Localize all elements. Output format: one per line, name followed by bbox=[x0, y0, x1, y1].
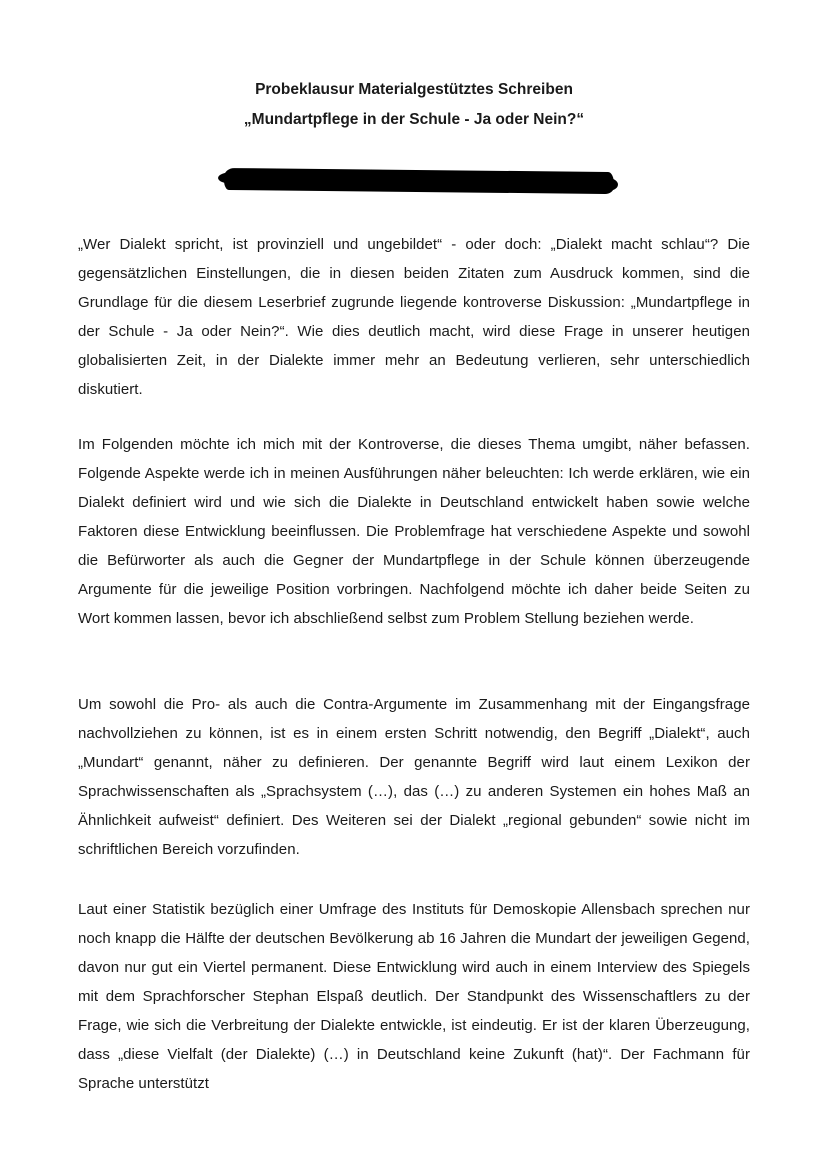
document-subtitle: „Mundartpflege in der Schule - Ja oder Nein?“ bbox=[243, 111, 585, 128]
paragraph-introduction: „Wer Dialekt spricht, ist provinziell und ungebildet“ - oder doch: „Dialekt macht schlau“? Die gegensätzlichen Einstellungen, die in diesen beiden Zitaten zum Ausdruck kommen, sind die Grundlage für die diesem Leserbrief zugrunde liegende kontroverse Diskussion: „Mundartpflege in der Schule - Ja oder Nein?“. Wie dies deutlich macht, wird diese Frage in unserer heutigen globalisierten Zeit, in der Dialekte immer mehr an Bedeutung verlieren, sehr unterschiedlich diskutiert. bbox=[78, 236, 750, 398]
redacted-name-marker bbox=[224, 168, 614, 194]
paragraph-outline: Im Folgenden möchte ich mich mit der Kontroverse, die dieses Thema umgibt, näher befassen. Folgende Aspekte werde ich in meinen Ausführungen näher beleuchten: Ich werde erklären, wie ein Dialekt definiert wird und wie sich die Dialekte in Deutschland entwickelt haben sowie welche Faktoren diese Entwicklung beeinflussen. Die Problemfrage hat verschiedene Aspekte und sowohl die Befürworter als auch die Gegner der Mundartpflege in der Schule können überzeugende Argumente für die jeweilige Position vorbringen. Nachfolgend möchte ich daher beide Seiten zu Wort kommen lassen, bevor ich abschließend selbst zum Problem Stellung beziehen werde. bbox=[78, 436, 750, 627]
document-title: Probeklausur Materialgestütztes Schreiben bbox=[255, 81, 573, 98]
paragraph-definition: Um sowohl die Pro- als auch die Contra-Argumente im Zusammenhang mit der Eingangsfrage nachvollziehen zu können, ist es in einem ersten Schritt notwendig, den Begriff „Dialekt“, auch „Mundart“ genannt, näher zu definieren. Der genannte Begriff wird laut einem Lexikon der Sprachwissenschaften als „Sprachsystem (…), das (…) zu anderen Systemen ein hohes Maß an Ähnlichkeit aufweist“ definiert. Des Weiteren sei der Dialekt „regional gebunden“ sowie nicht im schriftlichen Bereich vorzufinden. bbox=[78, 696, 750, 858]
paragraph-statistics: Laut einer Statistik bezüglich einer Umfrage des Instituts für Demoskopie Allensbach sprechen nur noch knapp die Hälfte der deutschen Bevölkerung ab 16 Jahren die Mundart der jeweiligen Gegend, davon nur gut ein Viertel permanent. Diese Entwicklung wird auch in einem Interview des Spiegels mit dem Sprachforscher Stephan Elspaß deutlich. Der Standpunkt des Wissenschaftlers zu der Frage, wie sich die Verbreitung der Dialekte entwickle, ist eindeutig. Er ist der klaren Überzeugung, dass „diese Vielfalt (der Dialekte) (…) in Deutschland keine Zukunft (hat)“. Der Fachmann für Sprache unterstützt bbox=[78, 901, 750, 1092]
